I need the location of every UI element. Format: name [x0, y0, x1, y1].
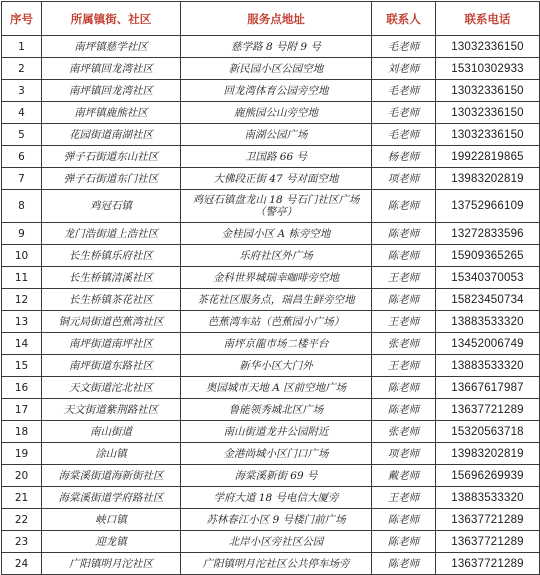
- cell-contact: 王老师: [372, 311, 436, 333]
- cell-address: 回龙湾体育公园旁空地: [181, 80, 372, 102]
- cell-address: 金港尚城小区门口广场: [181, 443, 372, 465]
- cell-phone: 13032336150: [436, 102, 540, 124]
- cell-phone: 13883533320: [436, 355, 540, 377]
- cell-community: 涂山镇: [42, 443, 181, 465]
- header-address: 服务点地址: [181, 2, 372, 36]
- cell-index: 17: [2, 399, 42, 421]
- cell-community: 花园街道南湖社区: [42, 124, 181, 146]
- cell-phone: 15823450734: [436, 289, 540, 311]
- cell-address: 海棠溪新街 69 号: [181, 465, 372, 487]
- cell-contact: 戴老师: [372, 465, 436, 487]
- table-row: [2, 267, 540, 289]
- header-community: 所属镇街、社区: [42, 2, 181, 36]
- table-row: [2, 36, 540, 58]
- cell-phone: 13883533320: [436, 311, 540, 333]
- cell-contact: 陈老师: [372, 223, 436, 245]
- cell-contact: 毛老师: [372, 124, 436, 146]
- cell-address: 金科世界城瑞幸咖啡旁空地: [181, 267, 372, 289]
- cell-community: 天文街道沱北社区: [42, 377, 181, 399]
- cell-address: 北岸小区旁社区公园: [181, 531, 372, 553]
- cell-phone: 13983202819: [436, 443, 540, 465]
- table-row: [2, 399, 540, 421]
- cell-contact: 张老师: [372, 421, 436, 443]
- table-row: [2, 553, 540, 575]
- cell-index: 10: [2, 245, 42, 267]
- cell-address: 苏林春江小区 9 号楼门前广场: [181, 509, 372, 531]
- cell-community: 南坪镇回龙湾社区: [42, 58, 181, 80]
- cell-phone: 13637721289: [436, 553, 540, 575]
- cell-index: 8: [2, 190, 42, 223]
- service-point-table: [1, 1, 540, 575]
- cell-address: 大佛段正街 47 号对面空地: [181, 168, 372, 190]
- cell-index: 5: [2, 124, 42, 146]
- table-row: [2, 487, 540, 509]
- cell-phone: 13883533320: [436, 487, 540, 509]
- header-phone: 联系电话: [436, 2, 540, 36]
- table-body: [2, 36, 540, 575]
- cell-community: 南坪街道东路社区: [42, 355, 181, 377]
- cell-community: 迎龙镇: [42, 531, 181, 553]
- cell-community: 南山街道: [42, 421, 181, 443]
- table-row: [2, 168, 540, 190]
- table-row: [2, 102, 540, 124]
- cell-community: 南坪街道南坪社区: [42, 333, 181, 355]
- table-row: [2, 465, 540, 487]
- cell-address: 新民园小区公园空地: [181, 58, 372, 80]
- cell-phone: 13983202819: [436, 168, 540, 190]
- table-row: [2, 223, 540, 245]
- table-row: [2, 245, 540, 267]
- cell-address: 学府大道 18 号电信大厦旁: [181, 487, 372, 509]
- cell-phone: 13272833596: [436, 223, 540, 245]
- cell-address: 鹿熊园公山旁空地: [181, 102, 372, 124]
- cell-index: 20: [2, 465, 42, 487]
- cell-contact: 陈老师: [372, 289, 436, 311]
- table-row: [2, 124, 540, 146]
- cell-community: 南坪镇慈学社区: [42, 36, 181, 58]
- cell-address: 卫国路 66 号: [181, 146, 372, 168]
- table-row: [2, 355, 540, 377]
- cell-contact: 陈老师: [372, 509, 436, 531]
- table-header: [2, 2, 540, 36]
- cell-phone: 13637721289: [436, 399, 540, 421]
- cell-address: 乐府社区外广场: [181, 245, 372, 267]
- cell-address: 新华小区大门外: [181, 355, 372, 377]
- cell-address: 慈学路 8 号附 9 号: [181, 36, 372, 58]
- cell-community: 天文街道紫荆路社区: [42, 399, 181, 421]
- service-point-table-container: [1, 1, 539, 575]
- cell-address: 鸡冠石镇盘龙山 18 号石门社区广场（警亭）: [181, 190, 372, 223]
- cell-community: 海棠溪街道学府路社区: [42, 487, 181, 509]
- table-row: [2, 333, 540, 355]
- cell-phone: 15310302933: [436, 58, 540, 80]
- cell-contact: 刘老师: [372, 58, 436, 80]
- cell-phone: 13637721289: [436, 531, 540, 553]
- cell-phone: 13452006749: [436, 333, 540, 355]
- cell-address: 鲁能领秀城北区广场: [181, 399, 372, 421]
- cell-contact: 陈老师: [372, 190, 436, 223]
- header-index: 序号: [2, 2, 42, 36]
- cell-phone: 15696269939: [436, 465, 540, 487]
- table-row: [2, 190, 540, 223]
- cell-index: 16: [2, 377, 42, 399]
- cell-phone: 15320563718: [436, 421, 540, 443]
- table-row: [2, 443, 540, 465]
- table-row: [2, 531, 540, 553]
- cell-phone: 13752966109: [436, 190, 540, 223]
- cell-community: 长生桥镇清溪社区: [42, 267, 181, 289]
- cell-community: 铜元局街道芭蕉湾社区: [42, 311, 181, 333]
- cell-community: 南坪镇鹿熊社区: [42, 102, 181, 124]
- cell-phone: 13637721289: [436, 509, 540, 531]
- cell-address: 南山街道龙井公园附近: [181, 421, 372, 443]
- cell-index: 22: [2, 509, 42, 531]
- cell-contact: 毛老师: [372, 80, 436, 102]
- cell-community: 弹子石街道东门社区: [42, 168, 181, 190]
- cell-contact: 毛老师: [372, 102, 436, 124]
- cell-index: 3: [2, 80, 42, 102]
- cell-address: 广阳镇明月沱社区公共停车场旁: [181, 553, 372, 575]
- cell-index: 13: [2, 311, 42, 333]
- cell-address: 奥园城市天地 A 区前空地广场: [181, 377, 372, 399]
- table-row: [2, 58, 540, 80]
- table-row: [2, 377, 540, 399]
- table-row: [2, 146, 540, 168]
- table-row: [2, 421, 540, 443]
- cell-contact: 陈老师: [372, 377, 436, 399]
- table-row: [2, 509, 540, 531]
- cell-contact: 陈老师: [372, 553, 436, 575]
- cell-address: 南坪京龍市场二楼平台: [181, 333, 372, 355]
- cell-community: 长生桥镇乐府社区: [42, 245, 181, 267]
- cell-contact: 项老师: [372, 443, 436, 465]
- cell-index: 6: [2, 146, 42, 168]
- cell-index: 11: [2, 267, 42, 289]
- cell-contact: 张老师: [372, 333, 436, 355]
- cell-index: 18: [2, 421, 42, 443]
- cell-address: 南湖公园广场: [181, 124, 372, 146]
- cell-contact: 陈老师: [372, 531, 436, 553]
- cell-phone: 13032336150: [436, 36, 540, 58]
- cell-index: 23: [2, 531, 42, 553]
- cell-index: 1: [2, 36, 42, 58]
- cell-index: 2: [2, 58, 42, 80]
- cell-index: 15: [2, 355, 42, 377]
- cell-index: 7: [2, 168, 42, 190]
- cell-index: 24: [2, 553, 42, 575]
- cell-index: 4: [2, 102, 42, 124]
- cell-index: 19: [2, 443, 42, 465]
- cell-community: 广阳镇明月沱社区: [42, 553, 181, 575]
- table-row: [2, 80, 540, 102]
- cell-contact: 杨老师: [372, 146, 436, 168]
- cell-index: 21: [2, 487, 42, 509]
- cell-community: 南坪镇回龙湾社区: [42, 80, 181, 102]
- cell-phone: 13032336150: [436, 80, 540, 102]
- cell-contact: 陈老师: [372, 245, 436, 267]
- cell-contact: 项老师: [372, 168, 436, 190]
- cell-community: 弹子石街道东山社区: [42, 146, 181, 168]
- cell-phone: 13667617987: [436, 377, 540, 399]
- cell-community: 长生桥镇茶花社区: [42, 289, 181, 311]
- cell-contact: 王老师: [372, 355, 436, 377]
- cell-community: 峡口镇: [42, 509, 181, 531]
- cell-address: 芭蕉湾车站（芭蕉园小广场）: [181, 311, 372, 333]
- cell-phone: 15909365265: [436, 245, 540, 267]
- cell-community: 海棠溪街道海新街社区: [42, 465, 181, 487]
- cell-contact: 王老师: [372, 267, 436, 289]
- cell-phone: 13032336150: [436, 124, 540, 146]
- cell-phone: 19922819865: [436, 146, 540, 168]
- cell-community: 龙门浩街道上浩社区: [42, 223, 181, 245]
- cell-community: 鸡冠石镇: [42, 190, 181, 223]
- cell-contact: 王老师: [372, 487, 436, 509]
- cell-address: 茶花社区服务点，瑞昌生鲜旁空地: [181, 289, 372, 311]
- cell-contact: 陈老师: [372, 399, 436, 421]
- table-row: [2, 289, 540, 311]
- cell-address: 金桂园小区 A 栋旁空地: [181, 223, 372, 245]
- header-row: [2, 2, 540, 36]
- cell-phone: 15340370053: [436, 267, 540, 289]
- table-row: [2, 311, 540, 333]
- header-contact: 联系人: [372, 2, 436, 36]
- cell-index: 12: [2, 289, 42, 311]
- cell-index: 14: [2, 333, 42, 355]
- cell-contact: 毛老师: [372, 36, 436, 58]
- cell-index: 9: [2, 223, 42, 245]
